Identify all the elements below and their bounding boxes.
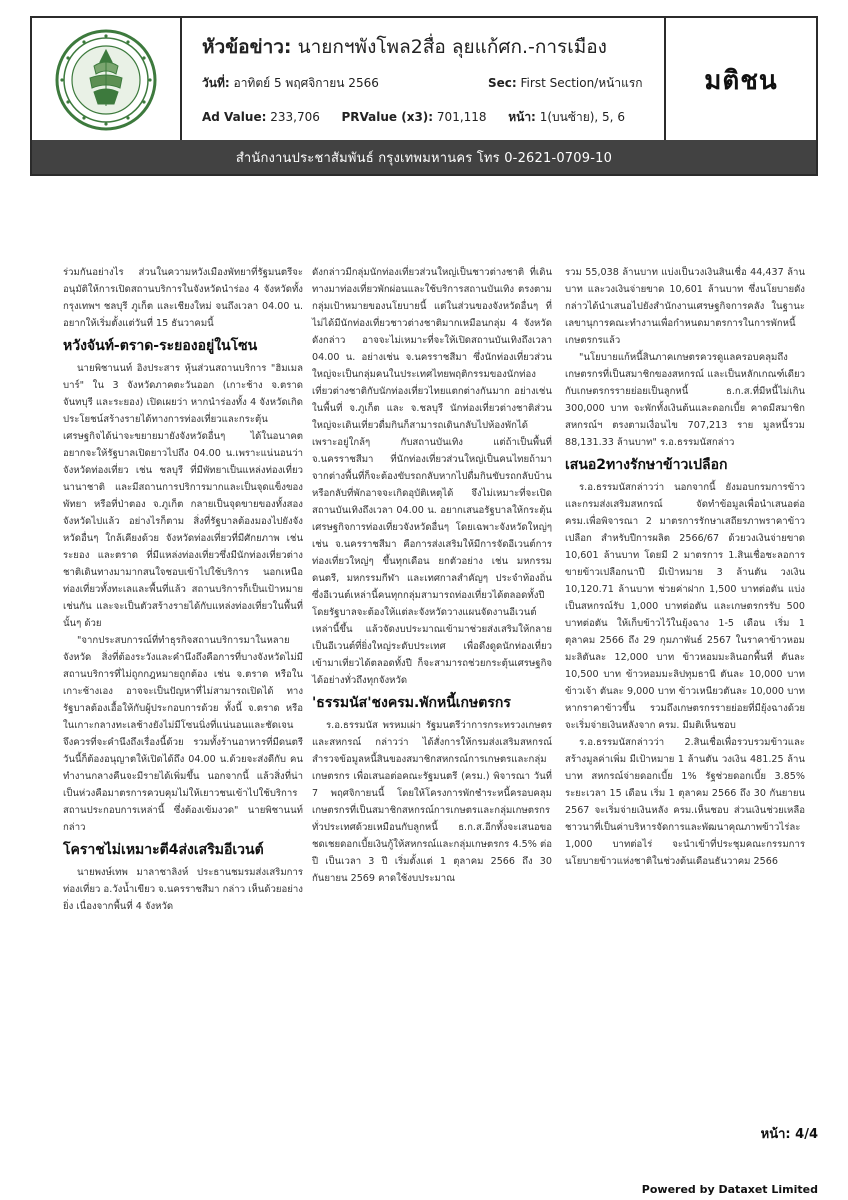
pr-value: 701,118: [436, 110, 487, 124]
headline-row: [202, 32, 607, 62]
paragraph: ร.อ.ธรรมนัส พรหมเผ่า รัฐมนตรีว่าการกระทรวงเกษตรและสหกรณ์ กล่าวว่า ได้สั่งการให้กรมส่งเสริมสหกรณ์ สำรวจข้อมูลหนี้สินของสมาชิกสหกรณ์การเกษตรและกลุ่มเกษตรกร เพื่อเสนอต่อคณะรัฐมนตรี (ครม.) พิจารณา วันที่ 7 พฤศจิกายนนี้ โดยให้โครงการพักชำระหนี้ครอบคลุมเกษตรกรที่เป็นสมาชิกสหกรณ์การเกษตรและกลุ่มเกษตรกรทั่วประเทศด้วยเหมือนกับลูกหนี้ ธ.ก.ส.อีกทั้งจะเสนอขอชดเชยดอกเบี้ยเงินกู้ให้สหกรณ์และกลุ่มเกษตรกร 4.5% ต่อปี เป็นเวลา 3 ปี เริ่มตั้งแต่ 1 ตุลาคม 2566 ถึง 30 กันยายน 2569 คาดใช้งบประมาณ: [312, 720, 552, 884]
paragraph: ดังกล่าวมีกลุ่มนักท่องเที่ยวส่วนใหญ่เป็นชาวต่างชาติ ที่เดินทางมาท่องเที่ยวพักผ่อนและใช้บริการสถานบันเทิง ตรงตามกลุ่มเป้าหมายของนโยบายนี้ แต่ในส่วนของจังหวัดอื่นๆ ที่ไม่ได้มีนักท่องเที่ยวชาวต่างชาติมากเหมือนกลุ่ม 4 จังหวัดดังกล่าว อาจจะไม่เหมาะที่จะให้เปิดสถานบันเทิงถึงเวลา 04.00 น. อย่างเช่น จ.นครราชสีมา ซึ่งนักท่องเที่ยวส่วนใหญ่จะเป็นกลุ่มคนในประเทศไทยพฤติกรรมของนักท่องเที่ยวต่างชาติกับนักท่องเที่ยวไทยแตกต่างกันมาก อย่างเช่นในพื้นที่ จ.ภูเก็ต และ จ.ชลบุรี นักท่องเที่ยวต่างชาติส่วนใหญ่จะเดินเที่ยวดื่มกินก็สามารถเดินกลับไปห้องพักได้ เพราะอยู่ใกล้ๆ กับสถานบันเทิง แต่ถ้าเป็นพื้นที่ จ.นครราชสีมา ที่นักท่องเที่ยวส่วนใหญ่เป็นคนไทยถ้ามาจากต่างพื้นที่ก็จะต้องขับรถกลับหากไปดื่มกินขับรถกลับบ้าน หรือกลับที่พักอาจจะเกิดอุบัติเหตุได้ จึงไม่เหมาะที่จะเปิดสถานบันเทิงถึงเวลา 04.00 น. อยากเสนอรัฐบาลให้กระตุ้นเศรษฐกิจการท่องเที่ยวจังหวัดอื่นๆ โดยเฉพาะจังหวัดใหญ่ๆ เช่น จ.นครราชสีมา คือการส่งเสริมให้มีการจัดอีเวนต์การท่องเที่ยวใหญ่ๆ ขึ้นทุกเดือน ยกตัวอย่าง เช่น มหกรรมดนตรี, มหกรรมกีฬา และเทศกาลสำคัญๆ ประจำท้องถิ่น ซึ่งอีเวนต์เหล่านี้คนทุกกลุ่มสามารถท่องเที่ยวได้ตลอดทั้งปี โดยรัฐบาลจะต้องให้แต่ละจังหวัดวางแผนจัดงานอีเวนต์เหล่านี้ขึ้น แล้วจัดงบประมาณเข้ามาช่วยส่งเสริมให้กลายเป็นอีเวนต์ที่ยิ่งใหญ่ระดับประเทศ เพื่อดึงดูดนักท่องเที่ยวเข้ามาเที่ยวได้ตลอดทั้งปี ก็จะสามารถช่วยกระตุ้นเศรษฐกิจได้อย่างทั่วถึงทุกจังหวัด: [312, 267, 552, 686]
subheading: 'ธรรมนัส'ชงครม.พักหนี้เกษตรกร: [312, 695, 511, 711]
clipping-meta: [182, 18, 666, 142]
ad-value: 233,706: [270, 110, 320, 124]
paragraph: รวม 55,038 ล้านบาท แบ่งเป็นวงเงินสินเชื่อ 44,437 ล้านบาท และวงเงินจ่ายขาด 10,601 ล้านบาท ซึ่งนโยบายดังกล่าวได้นำเสนอไปยังสำนักงานเศรษฐกิจการคลัง ในฐานะเลขานุการคณะทำงานเพื่อกำหนดมาตรการในการพักหนี้เกษตรกรแล้ว: [565, 267, 805, 346]
subheading: หวังจันท์-ตราด-ระยองอยู่ในโซน: [63, 338, 258, 354]
pr-value-label: PRValue (x3):: [341, 110, 434, 124]
page-number: หน้า: 4/4: [760, 1127, 818, 1142]
powered-by: Powered by Dataxet Limited: [641, 1183, 818, 1196]
bangkok-city-seal-icon: [54, 28, 158, 132]
logo-box: [32, 18, 182, 142]
paragraph: ร.อ.ธรรมนัสกล่าวว่า นอกจากนี้ ยังมอบกรมการข้าวและกรมส่งเสริมสหกรณ์ จัดทำข้อมูลเพื่อนำเสนอต่อ ครม.เพื่อพิจารณา 2 มาตรการรักษาเสถียรภาพราคาข้าวเปลือก สำหรับปีการผลิต 2566/67 ด้วยวงเงินจ่ายขาด 10,601 ล้านบาท โดยมี 2 มาตรการ 1.สินเชื่อชะลอการขายข้าวเปลือกนาปี มีเป้าหมาย 3 ล้านตัน วงเงิน 10,120.71 ล้านบาท ช่วยค่าฝาก 1,500 บาทต่อตัน แบ่งเป็นสหกรณ์รับ 1,000 บาทต่อตัน และเกษตรกรรับ 500 บาทต่อตัน ให้เก็บข้าวไว้ในยุ้งฉาง 1-5 เดือน เริ่ม 1 ตุลาคม 2566 ถึง 29 กุมภาพันธ์ 2567 ในราคาข้าวหอมมะลิตันละ 12,000 บาท ข้าวหอมมะลินอกพื้นที่ ตันละ 10,500 บาท ข้าวหอมมะลิปทุมธานี ตันละ 10,000 บาท ข้าวเจ้า ตันละ 9,000 บาท ข้าวเหนียวตันละ 10,000 บาท หากราคาข้าวขึ้น รวมถึงเกษตรกรรายย่อยที่มียุ้งฉางด้วย จะเริ่มจ่ายเงินหลังจาก ครม. มีมติเห็นชอบ: [565, 482, 805, 731]
section: First Section/หน้าแรก: [520, 76, 643, 90]
brand-box: [664, 18, 816, 142]
newspaper-logo: มติชน: [704, 65, 778, 96]
subheading: โคราชไม่เหมาะตี4ส่งเสริมอีเวนต์: [63, 842, 264, 858]
paragraph: "นโยบายแก้หนี้สินภาคเกษตรควรดูแลครอบคลุมถึงเกษตรกรที่เป็นสมาชิกของสหกรณ์ และเป็นหลักเกณฑ์เดียวกับเกษตรกรรายย่อยเป็นลูกหนี้ ธ.ก.ส.ที่มีหนี้ไม่เกิน 300,000 บาท จะพักทั้งเงินต้นและดอกเบี้ย คาดมีสมาชิกสหกรณ์ฯ ตรงตามเงื่อนไข 707,213 ราย มูลหนี้รวม 88,131.33 ล้านบาท" ร.อ.ธรรมนัสกล่าว: [565, 352, 805, 448]
article-column-3: [565, 264, 805, 870]
paragraph: นายพงษ์เทพ มาลาชาลิงห์ ประธานชมรมส่งเสริมการท่องเที่ยว อ.วังน้ำเขียว จ.นครราชสีมา กล่าว เห็นด้วยอย่างยิ่ง เนื่องจากพื้นที่ 4 จังหวัด: [63, 867, 303, 912]
value-row: [202, 108, 625, 127]
headline: นายกฯพังโพล2สื่อ ลุยแก้ศก.-การเมือง: [297, 36, 607, 58]
paragraph: ร.อ.ธรรมนัสกล่าวว่า 2.สินเชื่อเพื่อรวบรวมข้าวและสร้างมูลค่าเพิ่ม มีเป้าหมาย 1 ล้านตัน วงเงิน 481.25 ล้านบาท สหกรณ์จ่ายดอกเบี้ย 1% รัฐช่วยดอกเบี้ย 3.85% ระยะเวลา 15 เดือน เริ่ม 1 ตุลาคม 2566 ถึง 30 กันยายน 2567 จะเริ่มจ่ายเงินหลัง ครม.เห็นชอบ ส่วนเงินช่วยเหลือชาวนาที่เป็นค่าบริหารจัดการและพัฒนาคุณภาพข้าวไร่ละ 1,000 บาทต่อไร่ จะนำเข้าที่ประชุมคณะกรรมการนโยบายข้าวแห่งชาติในช่วงต้นเดือนธันวาคม 2566: [565, 737, 805, 867]
section-info: [488, 74, 643, 93]
paragraph: นายพิชานนท์ อิงประสาร หุ้นส่วนสถานบริการ "ฮิมเมล บาร์" ใน 3 จังหวัดภาคตะวันออก (เกาะช้าง จ.ตราด จันทบุรี และระยอง) เปิดเผยว่า หากนำร่องทั้ง 4 จังหวัดเกิดประโยชน์สร้างรายได้ทางการท่องเที่ยวและกระตุ้นเศรษฐกิจได้น่าจะขยายมายังจังหวัดอื่นๆ ได้ในอนาคต อยากจะให้รัฐบาลเปิดยาวไปถึง 04.00 น.เพราะแน่นอนว่าจังหวัดท่องเที่ยว เช่น ชลบุรี ที่มีพัทยาเป็นแหล่งท่องเที่ยวนานาชาติ และมีสถานการปริการมากและเป็นจุดแข็งของพัทยา หรือที่ป่าตอง จ.ภูเก็ต กลายเป็นจุดขายของทั้งสองจังหวัดไปแล้ว อย่างไรก็ตาม สิ่งที่รัฐบาลต้องมองไปยังจังหวัดอื่นๆ ใกล้เคียงด้วย จังหวัดท่องเที่ยวที่มีศักยภาพ เช่น ระยอง และตราด ที่มีแหล่งท่องเที่ยวซึ่งมีนักท่องเที่ยวต่างชาติเดินทางมามากสนใจชอบเข้าไปใช้บริการ นอกเหนือท่องเที่ยวทั้งทะเลและพื้นที่แล้ว สถานบริการก็เป็นเป้าหมายเช่นกัน และจะเป็นตัวสร้างรายได้กับแหล่งท่องเที่ยวในพื้นที่นั้นๆ ด้วย: [63, 363, 303, 629]
clipping-header: [30, 16, 818, 176]
page-ref: 1(บนซ้าย), 5, 6: [539, 110, 625, 124]
article-column-2: [312, 264, 552, 887]
date-label: วันที่:: [202, 76, 230, 90]
page-label: หน้า:: [508, 110, 536, 124]
article-column-1: [63, 264, 303, 915]
date: อาทิตย์ 5 พฤศจิกายน 2566: [233, 76, 379, 90]
section-label: Sec:: [488, 76, 517, 90]
date-row: [202, 74, 643, 93]
subheading: เสนอ2ทางรักษาข้าวเปลือก: [565, 457, 728, 473]
paragraph: ร่วมกันอย่างไร ส่วนในความหวังเมืองพัทยาที่รัฐมนตรีจะอนุมัติให้การเปิดสถานบริการในจังหวัดนำร่อง 4 จังหวัดทั้งกรุงเทพฯ ชลบุรี ภูเก็ต และเชียงใหม่ จนถึงเวลา 04.00 น. อยากให้เริ่มตั้งแต่วันที่ 15 ธันวาคมนี้: [63, 267, 303, 329]
headline-label: หัวข้อข่าว:: [202, 36, 292, 58]
paragraph: "จากประสบการณ์ที่ทำธุรกิจสถานบริการมาในหลายจังหวัด สิ่งที่ต้องระวังและคำนึงถึงคือการที่บางจังหวัดไม่มีสถานบริการที่ไม่ถูกกฎหมายถูกต้อง เช่น จ.ตราด หรือในเกาะช้างเอง อาจจะเป็นปัญหาที่ไม่สามารถเปิดได้ ทางรัฐบาลต้องเอื้อให้กับผู้ประกอบการด้วย ทั้งนี้ จ.ตราด หรือในเกาะกลางทะเลช้างยังไม่มีโซนนิ่งที่แน่นอนและชัดเจน จึงควรที่จะคำนึงถึงเรื่องนี้ด้วย รวมทั้งร้านอาหารที่มีดนตรีวันนี้ก็ต้องอนุญาตให้เปิดได้ถึง 04.00 น.ด้วยจะส่งดีกับ คนทำงานกลางคืนจะมีรายได้เพิ่มขึ้น นอกจากนี้ แล้วสิ่งที่น่าเป็นห่วงคือมาตรการควบคุมไม่ให้เยาวชนเข้าไปใช้บริการสถานประกอบการเหล่านี้ ซึ่งต้องเข้มงวด" นายพิชานนท์กล่าว: [63, 635, 303, 833]
ad-value-label: Ad Value:: [202, 110, 267, 124]
agency-banner: สำนักงานประชาสัมพันธ์ กรุงเทพมหานคร โทร 0-2621-0709-10: [32, 140, 816, 174]
